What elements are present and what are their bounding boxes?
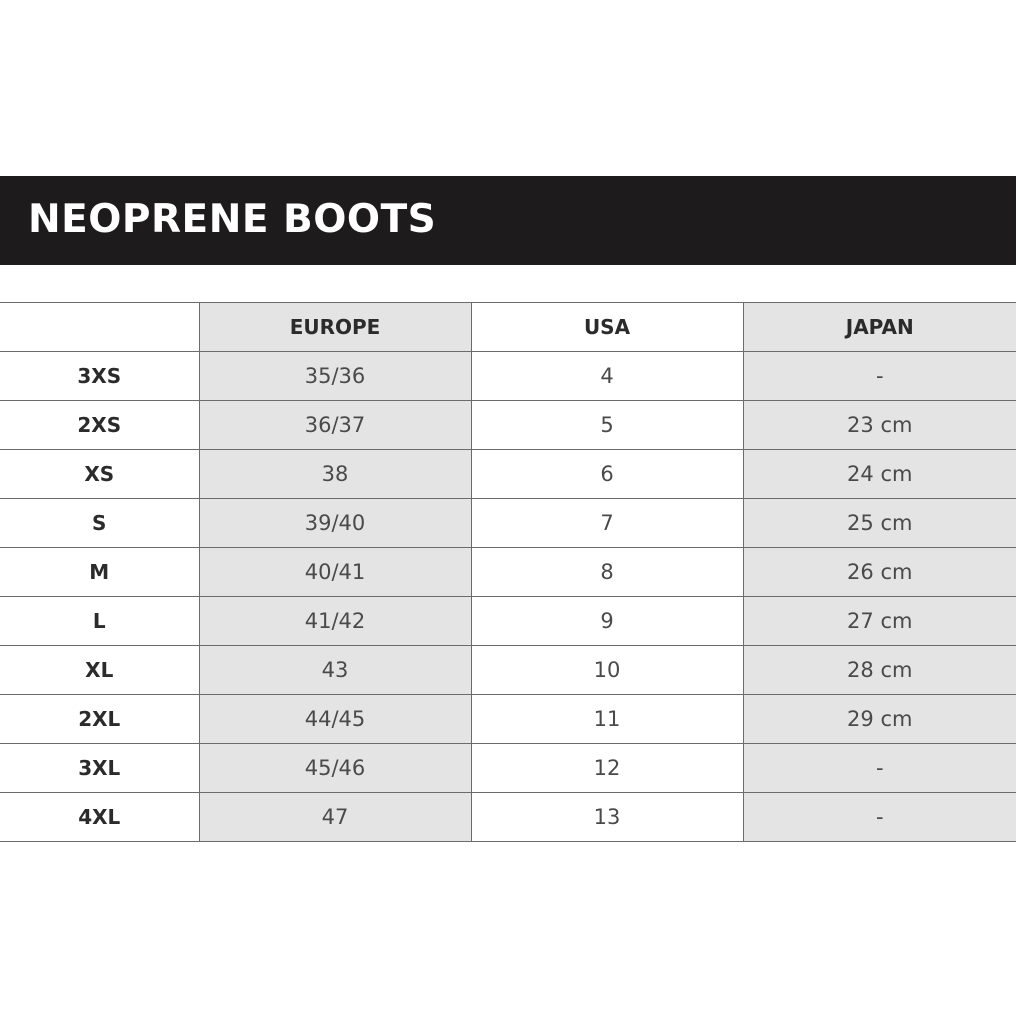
size-cell: 2XL [0,695,199,744]
size-cell: 3XL [0,744,199,793]
usa-cell: 4 [471,352,743,401]
usa-cell: 9 [471,597,743,646]
europe-cell: 41/42 [199,597,471,646]
europe-cell: 45/46 [199,744,471,793]
japan-cell: - [743,352,1016,401]
size-cell: L [0,597,199,646]
japan-cell: 29 cm [743,695,1016,744]
japan-cell: 26 cm [743,548,1016,597]
japan-cell: 24 cm [743,450,1016,499]
table-row [0,401,1016,450]
usa-cell: 10 [471,646,743,695]
size-cell: S [0,499,199,548]
header-japan: JAPAN [743,303,1016,352]
header-usa: USA [471,303,743,352]
page-title: NEOPRENE BOOTS [28,197,437,242]
japan-cell: 27 cm [743,597,1016,646]
size-cell: M [0,548,199,597]
europe-cell: 43 [199,646,471,695]
europe-cell: 38 [199,450,471,499]
table-row [0,695,1016,744]
table-row [0,793,1016,842]
usa-cell: 8 [471,548,743,597]
table-row [0,597,1016,646]
size-cell: 2XS [0,401,199,450]
title-banner [0,176,1016,265]
europe-cell: 39/40 [199,499,471,548]
size-cell: XL [0,646,199,695]
europe-cell: 35/36 [199,352,471,401]
size-cell: XS [0,450,199,499]
size-cell: 3XS [0,352,199,401]
table-row [0,499,1016,548]
europe-cell: 47 [199,793,471,842]
japan-cell: - [743,793,1016,842]
japan-cell: 23 cm [743,401,1016,450]
table-row [0,646,1016,695]
usa-cell: 6 [471,450,743,499]
europe-cell: 44/45 [199,695,471,744]
usa-cell: 11 [471,695,743,744]
header-europe: EUROPE [199,303,471,352]
size-cell: 4XL [0,793,199,842]
usa-cell: 13 [471,793,743,842]
table-row [0,548,1016,597]
usa-cell: 7 [471,499,743,548]
table-row [0,450,1016,499]
table-row [0,352,1016,401]
header-size [0,303,199,352]
usa-cell: 5 [471,401,743,450]
europe-cell: 36/37 [199,401,471,450]
table-header-row [0,303,1016,352]
usa-cell: 12 [471,744,743,793]
table-row [0,744,1016,793]
size-chart-table [0,302,1016,842]
europe-cell: 40/41 [199,548,471,597]
japan-cell: 25 cm [743,499,1016,548]
japan-cell: - [743,744,1016,793]
japan-cell: 28 cm [743,646,1016,695]
